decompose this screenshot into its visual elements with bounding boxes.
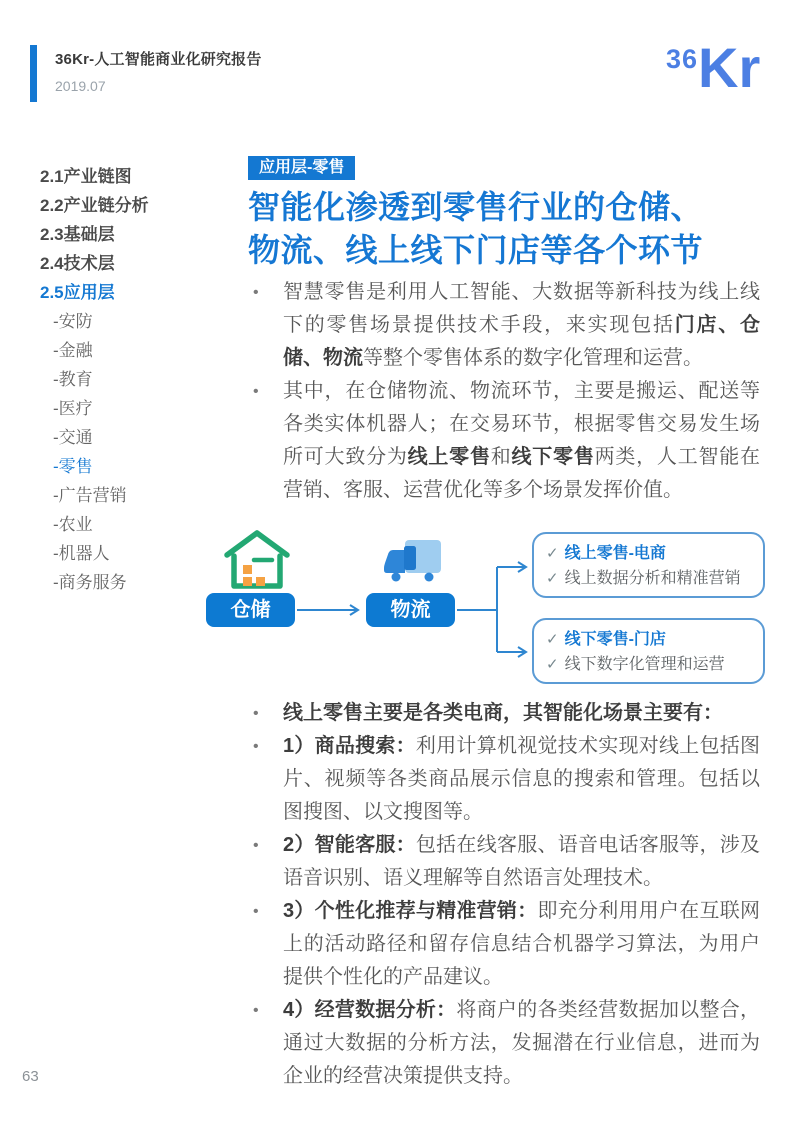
section-badge: 应用层-零售 xyxy=(248,156,355,180)
warehouse-node: 仓储 xyxy=(206,593,295,627)
sidebar-item-robot[interactable]: -机器人 xyxy=(53,544,110,563)
intro-bullet-smart-retail: • 智慧零售是利用人工智能、大数据等新科技为线上线下的零售场景提供技术手段，来实现包括门店、仓储、物流等整个零售体系的数字化管理和运营。 xyxy=(248,276,760,375)
detail-bullet-list xyxy=(248,697,760,1093)
detail-bullet-online-retail-intro: • 线上零售主要是各类电商，其智能化场景主要有： xyxy=(248,697,760,730)
sidebar-item-industry-chain-map[interactable]: 2.1产业链图 xyxy=(40,167,132,186)
sidebar-item-retail[interactable]: -零售 xyxy=(53,457,93,476)
online-data-analysis-label: 线上数据分析和精准营销 xyxy=(564,570,741,587)
check-icon: ✓ xyxy=(546,631,559,648)
logo-36-text: 36 xyxy=(666,44,699,74)
check-icon: ✓ xyxy=(546,545,559,562)
sidebar-item-education[interactable]: -教育 xyxy=(53,370,93,389)
retail-flow-diagram xyxy=(0,515,793,700)
page-title xyxy=(248,186,763,272)
page-number: 63 xyxy=(22,1068,39,1085)
offline-retail-store-item xyxy=(546,627,751,652)
offline-digital-mgmt-item xyxy=(546,652,751,677)
logo-kr-text: Kr xyxy=(698,36,761,99)
sidebar-item-business-service[interactable]: -商务服务 xyxy=(53,573,127,592)
online-retail-box xyxy=(532,532,765,598)
intro-bullet-list xyxy=(248,276,760,507)
sidebar-item-industry-chain-analysis[interactable]: 2.2产业链分析 xyxy=(40,196,149,215)
sidebar-item-agriculture[interactable]: -农业 xyxy=(53,515,93,534)
detail-bullet-business-data-analysis: • 4）经营数据分析：将商户的各类经营数据加以整合，通过大数据的分析方法，发掘潜在行业信息，进而为企业的经营决策提供支持。 xyxy=(248,994,760,1093)
offline-retail-box xyxy=(532,618,765,684)
check-icon: ✓ xyxy=(546,570,559,587)
report-date: 2019.07 xyxy=(55,78,106,94)
intro-bullet-scenes: • 其中，在仓储物流、物流环节，主要是搬运、配送等各类实体机器人；在交易环节，根据零售交易发生场所可大致分为线上零售和线下零售两类，人工智能在营销、客服、运营优化等多个场景发挥价值。 xyxy=(248,375,760,507)
check-icon: ✓ xyxy=(546,656,559,673)
page-title-line2: 物流、线上线下门店等各个环节 xyxy=(248,232,704,268)
online-retail-ecommerce-label: 线上零售-电商 xyxy=(564,545,666,562)
36kr-logo xyxy=(664,36,774,110)
detail-bullet-product-search: • 1）商品搜索：利用计算机视觉技术实现对线上包括图片、视频等各类商品展示信息的搜索和管理。包括以图搜图、以文搜图等。 xyxy=(248,730,760,829)
logistics-node: 物流 xyxy=(366,593,455,627)
sidebar-item-basic-layer[interactable]: 2.3基础层 xyxy=(40,225,115,244)
offline-digital-mgmt-label: 线下数字化管理和运营 xyxy=(564,656,725,673)
sidebar-item-application-layer[interactable]: 2.5应用层 xyxy=(40,283,115,302)
sidebar-item-finance[interactable]: -金融 xyxy=(53,341,93,360)
header-accent-bar xyxy=(30,45,37,102)
sidebar-item-transport[interactable]: -交通 xyxy=(53,428,93,447)
sidebar-item-ad-marketing[interactable]: -广告营销 xyxy=(53,486,127,505)
detail-bullet-personalized-recommendation: • 3）个性化推荐与精准营销：即充分利用用户在互联网上的活动路径和留存信息结合机器学习算法，为用户提供个性化的产品建议。 xyxy=(248,895,760,994)
offline-retail-store-label: 线下零售-门店 xyxy=(564,631,666,648)
page-title-line1: 智能化渗透到零售行业的仓储、 xyxy=(248,189,704,225)
sidebar-item-tech-layer[interactable]: 2.4技术层 xyxy=(40,254,115,273)
online-data-analysis-item xyxy=(546,566,751,591)
detail-bullet-smart-customer-service: • 2）智能客服：包括在线客服、语音电话客服等，涉及语音识别、语义理解等自然语言处理技术。 xyxy=(248,829,760,895)
report-title: 36Kr-人工智能商业化研究报告 xyxy=(55,51,262,68)
sidebar-item-security[interactable]: -安防 xyxy=(53,312,93,331)
online-retail-ecommerce-item xyxy=(546,541,751,566)
sidebar-item-medical[interactable]: -医疗 xyxy=(53,399,93,418)
